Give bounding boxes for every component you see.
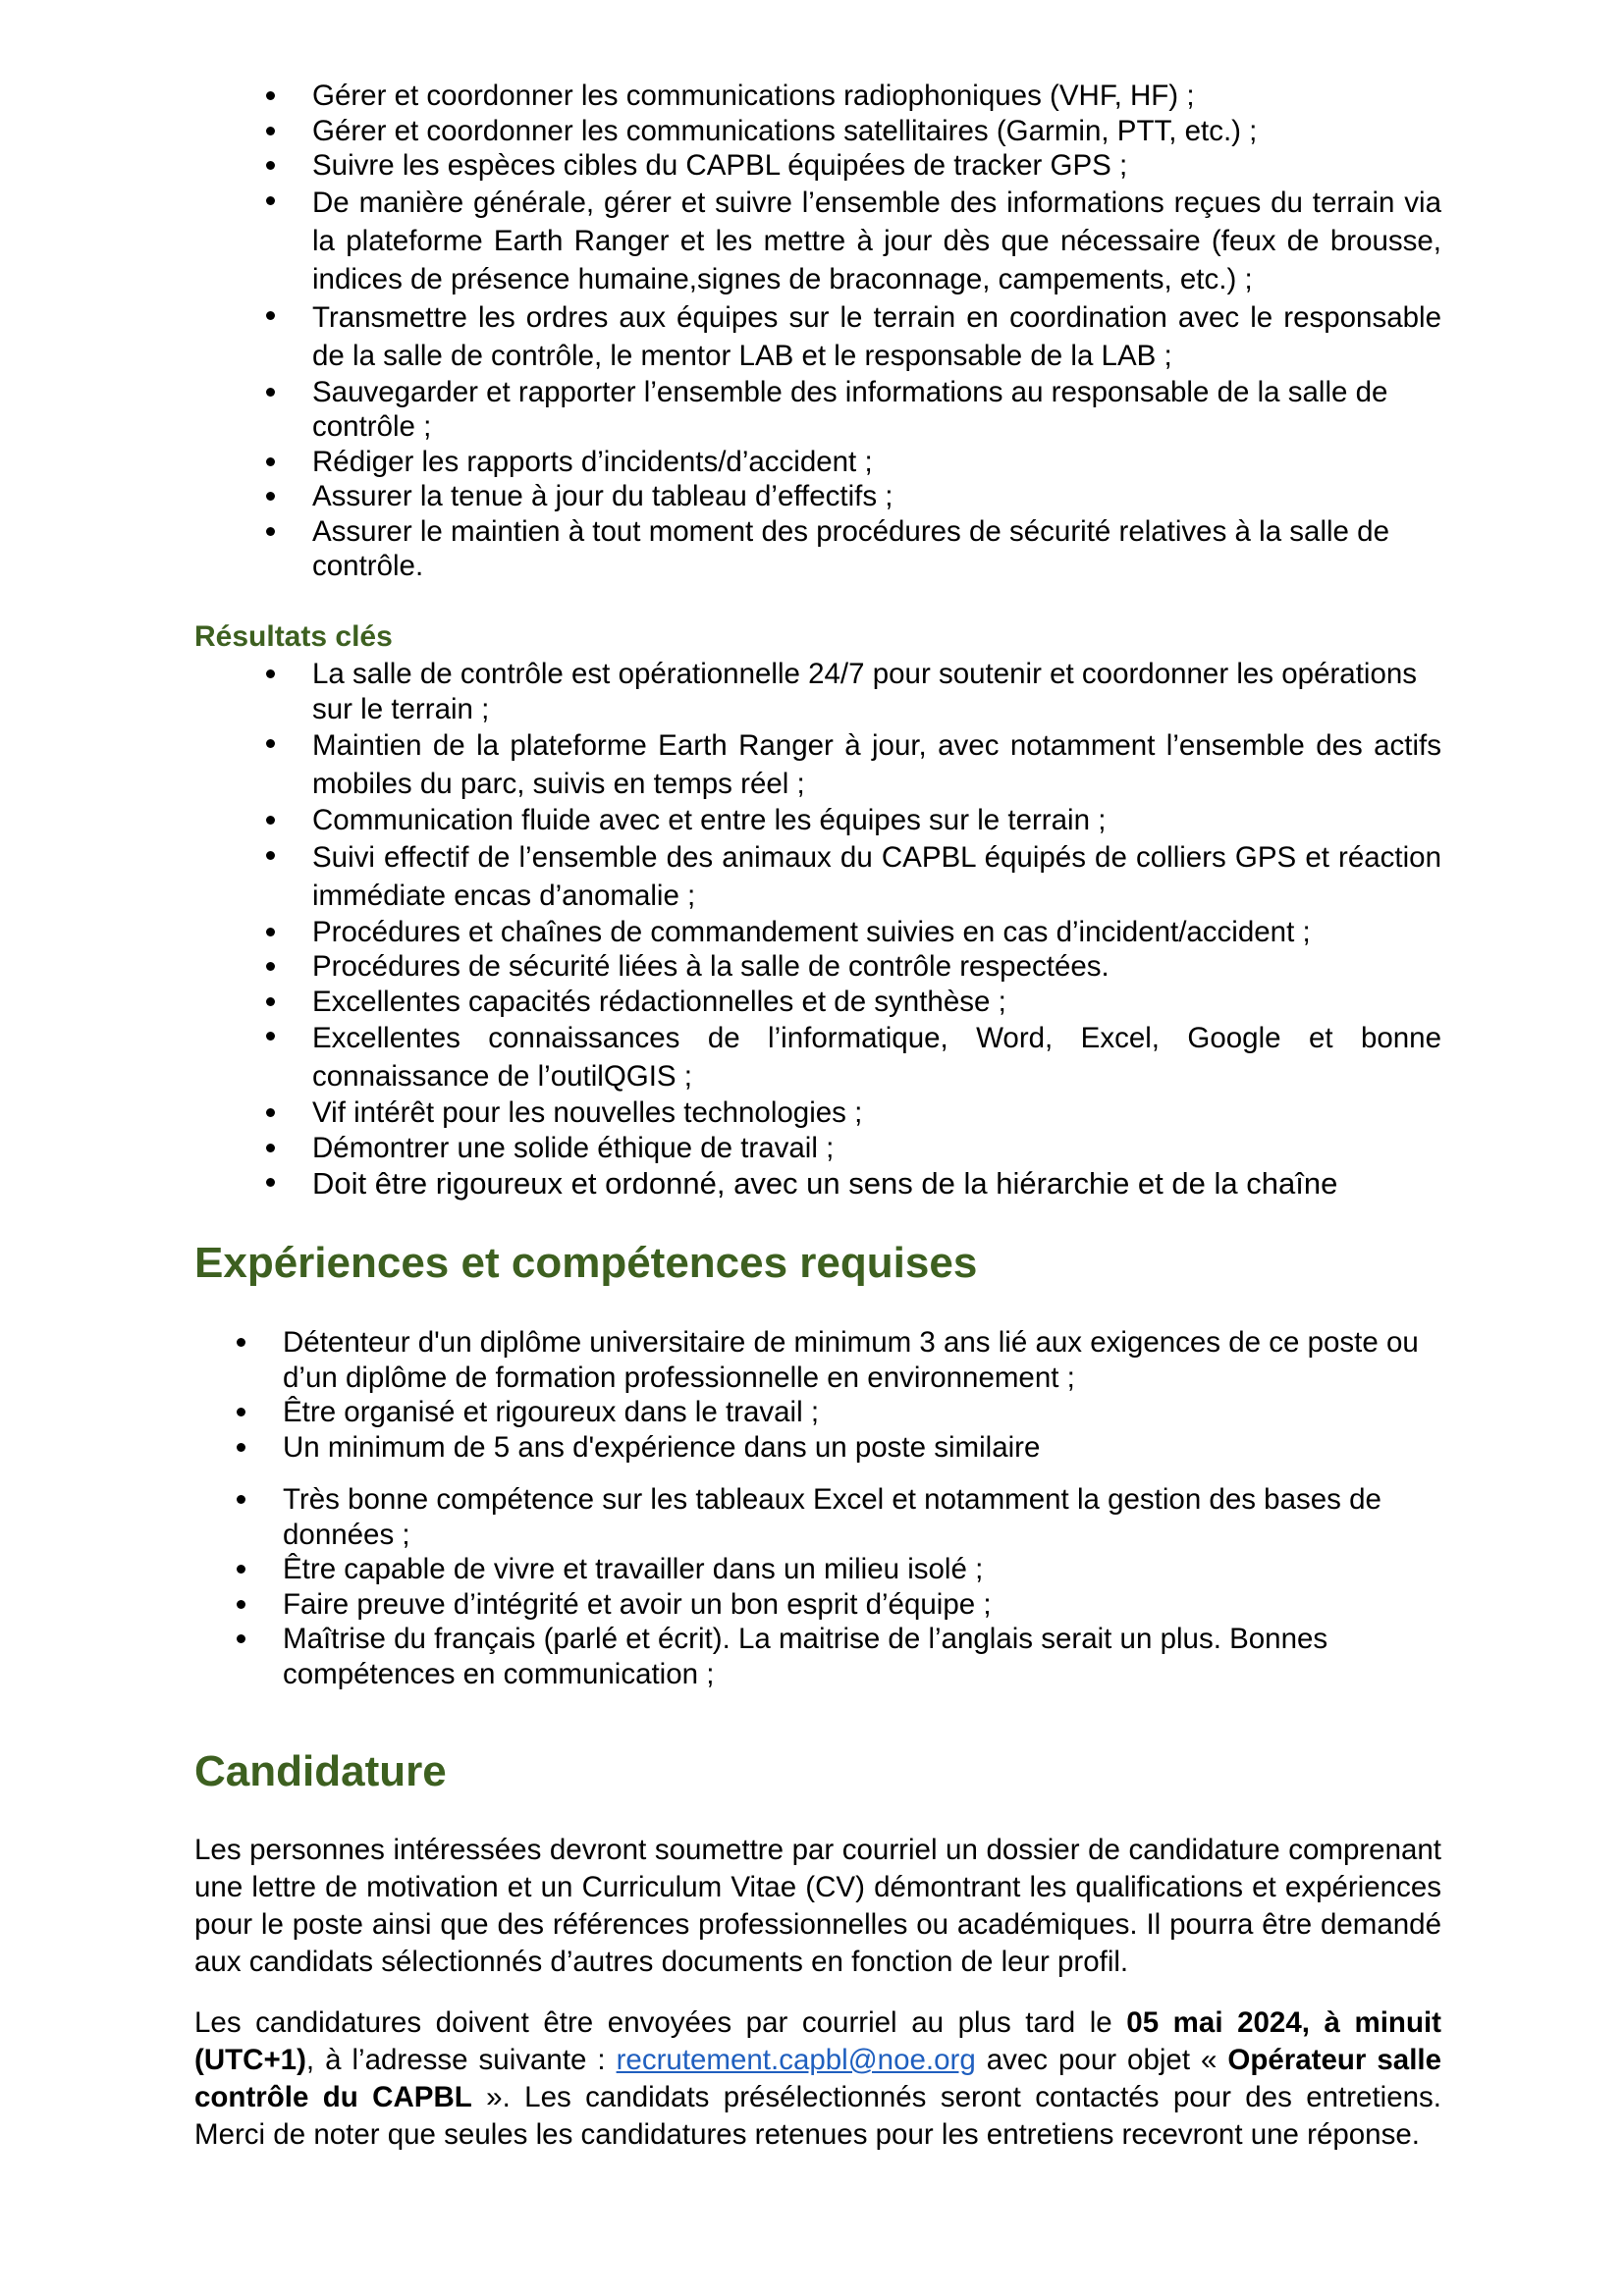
- bullet-icon: [237, 1408, 245, 1416]
- list-item: Être capable de vivre et travailler dans un milieu isolé ;: [283, 1552, 1441, 1587]
- list-item: Excellentes capacités rédactionnelles et de synthèse ;: [312, 985, 1441, 1020]
- list-item: Suivi effectif de l’ensemble des animaux du CAPBL équipés de colliers GPS et réaction immédiate encas d’anomalie ;: [312, 838, 1441, 915]
- list-item: Très bonne compétence sur les tableaux Excel et notamment la gestion des bases de données ;: [283, 1482, 1441, 1552]
- list-item: Gérer et coordonner les communications radiophoniques (VHF, HF) ;: [312, 79, 1441, 114]
- bullet-icon: [237, 1338, 245, 1347]
- list-item: Démontrer une solide éthique de travail ;: [312, 1131, 1441, 1166]
- bullet-icon: [237, 1634, 245, 1643]
- list-item: Être organisé et rigoureux dans le travail ;: [283, 1395, 1441, 1430]
- requirements-list: [283, 1325, 1441, 1691]
- email-link[interactable]: recrutement.capbl@noe.org: [616, 2044, 976, 2076]
- list-item: Assurer la tenue à jour du tableau d’effectifs ;: [312, 479, 1441, 514]
- list-item: Un minimum de 5 ans d'expérience dans un poste similaire: [283, 1430, 1441, 1466]
- list-item: Suivre les espèces cibles du CAPBL équipées de tracker GPS ;: [312, 148, 1441, 184]
- requirements-heading: Expériences et compétences requises: [194, 1239, 978, 1287]
- bullet-icon: [237, 1443, 245, 1452]
- application-heading: Candidature: [194, 1747, 447, 1795]
- list-item: Excellentes connaissances de l’informatique, Word, Excel, Google et bonne connaissance de l’outilQGIS ;: [312, 1019, 1441, 1095]
- bullet-icon: [266, 457, 275, 466]
- key-results-list: [312, 657, 1441, 1202]
- list-item: Détenteur d'un diplôme universitaire de minimum 3 ans lié aux exigences de ce poste ou d’un diplôme de formation professionnelle en environnement ;: [283, 1325, 1441, 1395]
- list-item: Assurer le maintien à tout moment des procédures de sécurité relatives à la salle de contrôle.: [312, 514, 1441, 584]
- list-item: Sauvegarder et rapporter l’ensemble des informations au responsable de la salle de contrôle ;: [312, 375, 1441, 445]
- bullet-icon: [266, 1144, 275, 1152]
- list-item: Doit être rigoureux et ordonné, avec un sens de la hiérarchie et de la chaîne: [312, 1165, 1441, 1202]
- bullet-icon: [266, 1178, 275, 1187]
- list-item: Communication fluide avec et entre les équipes sur le terrain ;: [312, 803, 1441, 838]
- bullet-icon: [237, 1495, 245, 1504]
- bullet-icon: [237, 1600, 245, 1609]
- bullet-icon: [266, 1032, 275, 1041]
- bullet-icon: [266, 127, 275, 135]
- bullet-icon: [266, 161, 275, 170]
- list-item: Faire preuve d’intégrité et avoir un bon esprit d’équipe ;: [283, 1587, 1441, 1623]
- list-item: Transmettre les ordres aux équipes sur le terrain en coordination avec le responsable de la salle de contrôle, le mentor LAB et le responsable de la LAB ;: [312, 298, 1441, 375]
- bullet-icon: [266, 388, 275, 397]
- bullet-icon: [237, 1565, 245, 1574]
- bullet-icon: [266, 492, 275, 501]
- bullet-icon: [266, 962, 275, 971]
- application-paragraph: Les personnes intéressées devront soumettre par courriel un dossier de candidature comprenant une lettre de motivation et un Curriculum Vitae (CV) démontrant les qualifications et expériences pour le poste ainsi que des références professionnelles ou académiques. Il pourra être demandé aux candidats sélectionnés d’autres documents en fonction de leur profil.: [194, 1834, 1441, 1978]
- bullet-icon: [266, 928, 275, 936]
- list-item: Procédures de sécurité liées à la salle de contrôle respectées.: [312, 949, 1441, 985]
- bullet-icon: [266, 997, 275, 1006]
- list-item: Rédiger les rapports d’incidents/d’accident ;: [312, 445, 1441, 480]
- list-item: De manière générale, gérer et suivre l’ensemble des informations reçues du terrain via la plateforme Earth Ranger et les mettre à jour dès que nécessaire (feux de brousse, indices de présence humaine,signes de braconnage, campements, etc.) ;: [312, 184, 1441, 298]
- list-item: Maîtrise du français (parlé et écrit). La maitrise de l’anglais serait un plus. Bonnes compétences en communication ;: [283, 1622, 1441, 1691]
- bullet-icon: [266, 311, 275, 320]
- bullet-icon: [266, 739, 275, 748]
- list-item: Gérer et coordonner les communications satellitaires (Garmin, PTT, etc.) ;: [312, 114, 1441, 149]
- key-results-heading: Résultats clés: [194, 620, 393, 653]
- bullet-icon: [266, 669, 275, 678]
- bullet-icon: [266, 196, 275, 205]
- list-item: Vif intérêt pour les nouvelles technologies ;: [312, 1095, 1441, 1131]
- list-item: Maintien de la plateforme Earth Ranger à jour, avec notamment l’ensemble des actifs mobiles du parc, suivis en temps réel ;: [312, 726, 1441, 803]
- bullet-icon: [266, 816, 275, 825]
- application-deadline-paragraph: Les candidatures doivent être envoyées par courriel au plus tard le 05 mai 2024, à minuit (UTC+1), à l’adresse suivante : recrutement.capbl@noe.org avec pour objet « Opérateur salle contrôle du CAPBL ». Les candidats présélectionnés seront contactés pour des entretiens. Merci de noter que seules les candidatures retenues pour les entretiens recevront une réponse.: [194, 2006, 1442, 2151]
- deadline-date: 05 mai 2024, à minuit (UTC+1): [194, 2006, 1441, 2076]
- list-item: Procédures et chaînes de commandement suivies en cas d’incident/accident ;: [312, 915, 1441, 950]
- tasks-list: [312, 79, 1441, 584]
- list-item: La salle de contrôle est opérationnelle 24/7 pour soutenir et coordonner les opérations sur le terrain ;: [312, 657, 1441, 726]
- bullet-icon: [266, 91, 275, 100]
- bullet-icon: [266, 527, 275, 536]
- bullet-icon: [266, 851, 275, 860]
- bullet-icon: [266, 1108, 275, 1117]
- email-subject: Opérateur salle contrôle du CAPBL: [194, 2044, 1442, 2113]
